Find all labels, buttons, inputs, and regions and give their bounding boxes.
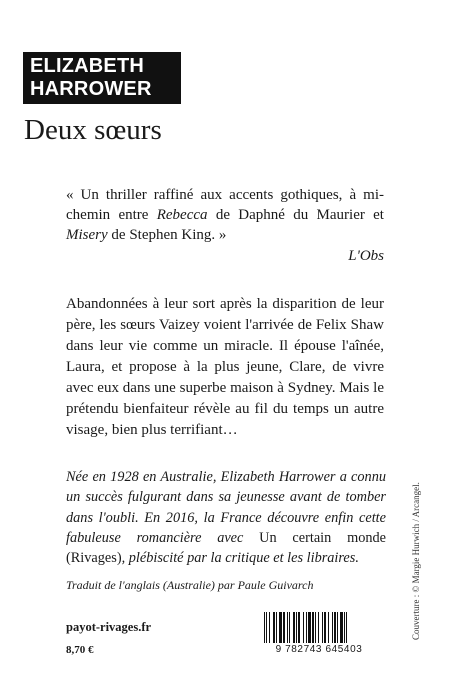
quote-title-misery: Misery [66, 227, 108, 243]
book-title: Deux sœurs [24, 114, 162, 146]
publisher-website[interactable]: payot-rivages.fr [66, 620, 152, 634]
press-quote [66, 185, 384, 245]
author-bio [66, 467, 386, 568]
bio-text: Née en 1928 en Australie, Elizabeth Harrower a connu un succès fulgurant dans sa jeunesse avant de tomber dans l'oubli. En 2016, la France découvre enfin cette fabuleuse romancière avec [66, 469, 386, 546]
price: 8,70 € [66, 644, 94, 656]
barcode-digits: 9 782743 645403 [256, 643, 382, 656]
bio-publisher: (Rivages) [66, 550, 122, 567]
bio-text: , plébiscité par la critique et les libraires. [121, 550, 359, 567]
quote-text: de Stephen King. » [107, 227, 227, 243]
author-last-name: HARROWER [30, 78, 152, 100]
quote-title-rebecca: Rebecca [156, 207, 208, 223]
translator-credit: Traduit de l'anglais (Australie) par Paule Guivarch [66, 578, 314, 592]
author-first-name: ELIZABETH [30, 55, 145, 77]
quote-text: de Daphné du Maurier et [207, 207, 384, 223]
synopsis: Abandonnées à leur sort après la disparition de leur père, les sœurs Vaizey voient l'arrivée de Felix Shaw dans leur vie comme un miracle. Il épouse l'aînée, Laura, et propose à la plus jeune, Clare, de vivre avec eux dans une superbe maison à Sydney. Mais le prétendu bienfaiteur révèle au fil du temps un autre visage, bien plus terrifiant… [66, 296, 384, 438]
quote-source: L'Obs [348, 248, 384, 264]
barcode [256, 612, 382, 656]
bio-book-title: Un certain monde [259, 529, 386, 546]
cover-credit: Couverture : © Margie Hurwich / Arcangel. [411, 482, 421, 640]
author-block [23, 52, 181, 104]
quote-text: « Un thriller raffiné aux accents gothiques, à mi-chemin entre [66, 187, 384, 223]
